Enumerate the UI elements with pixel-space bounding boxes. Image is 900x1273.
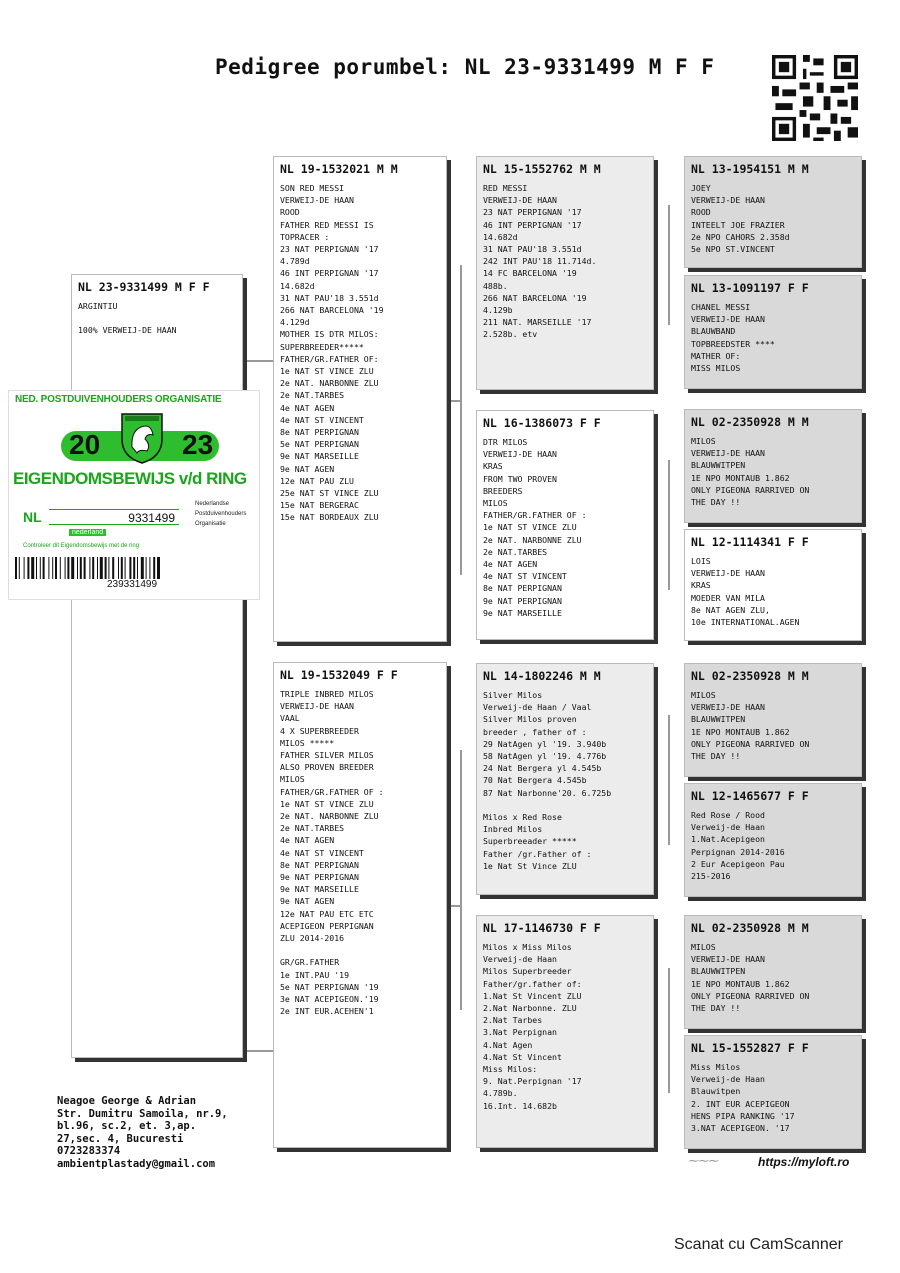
card-line: 3.Nat Perpignan <box>483 1027 557 1038</box>
great-grandparent-card <box>684 529 862 641</box>
card-line: 8e NAT AGEN ZLU, <box>691 604 770 615</box>
address-line: ambientplastady@gmail.com <box>57 1157 216 1170</box>
card-line: 4e NAT ST VINCENT <box>483 571 567 582</box>
card-line: VERWEIJ-DE HAAN <box>691 702 765 713</box>
card-line: 3.NAT ACEPIGEON. '17 <box>691 1123 790 1134</box>
card-line: JOEY <box>691 183 711 193</box>
card-line: 24 Nat Bergera yl 4.545b <box>483 763 602 774</box>
card-line: 25e NAT ST VINCE ZLU <box>280 488 379 499</box>
barcode-bar <box>84 557 86 579</box>
barcode-bar <box>52 557 53 579</box>
card-line: KRAS <box>483 461 503 472</box>
year-right: 23 <box>182 429 214 460</box>
ring-number: NL 02-2350928 M M <box>691 415 809 429</box>
barcode-bar <box>40 557 41 579</box>
card-line: FROM TWO PROVEN <box>483 473 557 484</box>
great-grandparent-card <box>684 275 862 389</box>
great-grandparent-card <box>684 915 862 1029</box>
card-line: 10e INTERNATIONAL.AGEN <box>691 617 800 628</box>
card-lines <box>685 182 861 255</box>
card-line: VERWEIJ-DE HAAN <box>280 701 354 712</box>
card-lines <box>274 688 446 1017</box>
card-line: 9e NAT MARSEILLE <box>280 451 359 462</box>
card-line: 215-2016 <box>691 871 731 882</box>
card-line: ACEPIGEON PERPIGNAN <box>280 920 374 931</box>
barcode-bar <box>149 557 150 579</box>
card-lines <box>274 182 446 524</box>
card-line: 12e NAT PAU ETC ETC <box>280 908 374 919</box>
card-line: 5e NPO ST.VINCENT <box>691 244 775 255</box>
address-line: 0723283374 <box>57 1145 121 1157</box>
card-lines <box>685 435 861 508</box>
owner-address <box>57 1095 228 1170</box>
ring-number: NL 16-1386073 F F <box>483 416 601 430</box>
card-line: GR/GR.FATHER <box>280 957 340 968</box>
card-line: 488b. <box>483 280 508 291</box>
card-line: 8e NAT PERPIGNAN <box>483 583 562 594</box>
card-line: 2.Nat Narbonne. ZLU <box>483 1003 577 1014</box>
card-lines <box>477 941 653 1112</box>
barcode-bar <box>112 557 114 579</box>
card-line: Verweij-de Haan / Vaal <box>483 702 592 713</box>
barcode-bar <box>157 557 160 579</box>
card-line: FATHER SILVER MILOS <box>280 750 374 761</box>
card-line: 31 NAT PAU'18 3.551d <box>483 244 582 255</box>
card-line: 4e NAT ST VINCENT <box>280 847 364 858</box>
connector-line <box>668 715 670 845</box>
card-line: THE DAY !! <box>691 751 741 762</box>
card-line: SON RED MESSI <box>280 183 345 193</box>
barcode-bar <box>146 557 147 579</box>
card-line: Miss Milos: <box>483 1064 538 1075</box>
card-line: 1E NPO MONTAUB 1.862 <box>691 726 790 737</box>
card-line: MILOS ***** <box>280 737 335 748</box>
card-line: 4.Nat St Vincent <box>483 1051 562 1062</box>
card-line: 1e Nat St Vince ZLU <box>483 860 577 871</box>
card-line: 16.Int. 14.682b <box>483 1100 557 1111</box>
card-line: 1e INT.PAU '19 <box>280 969 350 980</box>
card-line: VERWEIJ-DE HAAN <box>483 449 557 460</box>
page-title: Pedigree porumbel: NL 23-9331499 M F F <box>215 55 715 79</box>
card-line: 29 NatAgen yl '19. 3.940b <box>483 738 607 749</box>
card-line: 14 FC BARCELONA '19 <box>483 268 577 279</box>
card-line: Verweij-de Haan <box>691 822 765 833</box>
barcode-bar <box>133 557 135 579</box>
connector-line <box>446 400 462 402</box>
connector-line <box>241 360 273 362</box>
card-line: 70 Nat Bergera 4.545b <box>483 775 587 786</box>
great-grandparent-card <box>684 156 862 268</box>
barcode-bar <box>97 557 98 579</box>
organisation-name: NED. POSTDUIVENHOUDERS ORGANISATIE <box>15 394 222 405</box>
connector-line <box>241 1050 273 1052</box>
card-line: BREEDERS <box>483 485 523 496</box>
card-line: BLAUWBAND <box>691 326 736 337</box>
card-line: CHANEL MESSI <box>691 302 751 312</box>
card-line: 1.Nat St Vincent ZLU <box>483 990 582 1001</box>
card-line: 58 NatAgen yl '19. 4.776b <box>483 751 607 762</box>
card-line <box>477 799 653 811</box>
card-line: 4.129b <box>483 305 513 316</box>
card-line: ALSO PROVEN BREEDER <box>280 762 374 773</box>
card-lines <box>685 809 861 882</box>
ring-number: NL 14-1802246 M M <box>483 669 601 683</box>
card-line: INTEELT JOE FRAZIER <box>691 219 785 230</box>
barcode-bar <box>48 557 49 579</box>
card-line: Miss Milos <box>691 1062 741 1072</box>
card-line: VERWEIJ-DE HAAN <box>280 195 354 206</box>
barcode-bar <box>129 557 131 579</box>
barcode-bar <box>24 557 25 579</box>
barcode-bar <box>92 557 94 579</box>
connector-line <box>460 750 462 1010</box>
ring-number: NL 19-1532049 F F <box>280 668 398 682</box>
ring-number: NL 15-1552762 M M <box>483 162 601 176</box>
card-line: BLAUWWITPEN <box>691 966 746 977</box>
barcode-bar <box>43 557 45 579</box>
card-line: ROOD <box>280 207 300 218</box>
card-line: Blauwitpen <box>691 1086 741 1097</box>
card-line: RED MESSI <box>483 183 528 193</box>
ring-number: NL 12-1465677 F F <box>691 789 809 803</box>
ring-number: NL 02-2350928 M M <box>691 921 809 935</box>
card-line: TRIPLE INBRED MILOS <box>280 689 374 699</box>
card-line: FATHER/GR.FATHER OF: <box>280 353 379 364</box>
card-line: 1.Nat.Acepigeon <box>691 834 765 845</box>
card-line: FATHER RED MESSI IS <box>280 219 374 230</box>
certificate-title: EIGENDOMSBEWIJS v/d RING <box>13 469 247 488</box>
ring-certificate <box>8 390 260 600</box>
granddam-paternal-card <box>476 410 654 640</box>
barcode-bar <box>31 557 34 579</box>
scanner-watermark: Scanat cu CamScanner <box>674 1236 843 1253</box>
card-line: 2 Eur Acepigeon Pau <box>691 858 785 869</box>
card-line: 23 NAT PERPIGNAN '17 <box>483 207 582 218</box>
card-line: 23 NAT PERPIGNAN '17 <box>280 244 379 255</box>
barcode-bar <box>125 557 126 579</box>
card-line: 2.528b. etv <box>483 329 538 340</box>
card-line <box>72 312 242 324</box>
card-line: 4.789d <box>280 256 310 267</box>
card-line: 2e NAT. NARBONNE ZLU <box>280 378 379 389</box>
card-line: 4e NAT AGEN <box>280 835 335 846</box>
connector-line <box>668 968 670 1093</box>
barcode-number: 239331499 <box>107 579 158 590</box>
card-line: Verweij-de Haan <box>691 1074 765 1085</box>
card-line: 4.789b. <box>483 1088 518 1099</box>
great-grandparent-card <box>684 783 862 897</box>
card-lines <box>685 301 861 374</box>
card-line: Milos x Miss Milos <box>483 942 572 952</box>
barcode-bar <box>27 557 29 579</box>
npo-logo-text: Nederlandse Postduivenhouders Organisatie <box>195 501 247 527</box>
card-line: 87 Nat Narbonne'20. 6.725b <box>483 787 612 798</box>
barcode-bar <box>65 557 66 579</box>
card-line: 9e NAT AGEN <box>280 896 335 907</box>
card-line: 9. Nat.Perpignan '17 <box>483 1076 582 1087</box>
card-line: 2e INT EUR.ACEHEN'1 <box>280 1006 374 1017</box>
address-line: 27,sec. 4, Bucuresti <box>57 1132 184 1145</box>
granddam-maternal-card <box>476 915 654 1148</box>
card-line: BLAUWWITPEN <box>691 714 746 725</box>
card-line: 1e NAT ST VINCE ZLU <box>280 798 374 809</box>
card-line: 2e NAT.TARBES <box>280 823 345 834</box>
card-line: 8e NAT PERPIGNAN <box>280 859 359 870</box>
card-line: Milos x Red Rose <box>483 812 562 823</box>
card-line: 9e NAT PERPIGNAN <box>483 595 562 606</box>
card-line: 4.129d <box>280 317 310 328</box>
card-line: DTR MILOS <box>483 437 528 447</box>
card-line: breeder , father of : <box>483 726 587 737</box>
card-line: ONLY PIGEONA RARRIVED ON <box>691 738 810 749</box>
card-line: 100% VERWEIJ-DE HAAN <box>78 325 177 336</box>
barcode-bar <box>89 557 90 579</box>
card-line: KRAS <box>691 580 711 591</box>
card-lines <box>685 941 861 1014</box>
ring-number: NL 19-1532021 M M <box>280 162 398 176</box>
card-line: 1E NPO MONTAUB 1.862 <box>691 472 790 483</box>
card-line: 46 INT PERPIGNAN '17 <box>280 268 379 279</box>
card-line: 2e NAT.TARBES <box>483 546 548 557</box>
card-lines <box>685 689 861 762</box>
great-grandparent-card <box>684 1035 862 1149</box>
card-line: 2. INT EUR ACEPIGEON <box>691 1098 790 1109</box>
check-text: Controleer dit Eigendomsbewijs met de ring <box>23 543 140 549</box>
barcode-bar <box>141 557 144 579</box>
card-line: Father/gr.father of: <box>483 978 582 989</box>
card-line: ONLY PIGEONA RARRIVED ON <box>691 990 810 1001</box>
card-line: VERWEIJ-DE HAAN <box>691 448 765 459</box>
card-line: 211 NAT. MARSEILLE '17 <box>483 317 592 328</box>
card-line: 9e NAT PERPIGNAN <box>280 872 359 883</box>
address-line: Neagoe George & Adrian <box>57 1095 197 1107</box>
card-line: 266 NAT BARCELONA '19 <box>280 305 384 316</box>
ring-number: NL 12-1114341 F F <box>691 535 809 549</box>
signature-icon: ⁓⁓⁓ <box>688 1156 718 1167</box>
barcode-bar <box>19 557 20 579</box>
ring-number: NL 17-1146730 F F <box>483 921 601 935</box>
card-line: 4.Nat Agen <box>483 1039 533 1050</box>
connector-line <box>668 205 670 325</box>
card-line: 9e NAT MARSEILLE <box>483 607 562 618</box>
card-lines <box>685 555 861 628</box>
lion-crest-icon <box>117 409 167 464</box>
card-line: Red Rose / Rood <box>691 810 765 820</box>
card-line: VERWEIJ-DE HAAN <box>691 314 765 325</box>
card-line: 31 NAT PAU'18 3.551d <box>280 292 379 303</box>
qr-code-icon <box>772 55 858 141</box>
card-line: Father /gr.Father of : <box>483 848 592 859</box>
card-line: 2e NAT. NARBONNE ZLU <box>280 811 379 822</box>
card-line: ARGINTIU <box>78 301 118 311</box>
card-line: FATHER/GR.FATHER OF : <box>483 510 587 521</box>
card-line: MILOS <box>691 942 716 952</box>
card-line: MILOS <box>280 774 305 785</box>
card-line: 9e NAT AGEN <box>280 463 335 474</box>
card-line: THE DAY !! <box>691 1003 741 1014</box>
card-line: VERWEIJ-DE HAAN <box>691 954 765 965</box>
card-line: 2e NAT.TARBES <box>280 390 345 401</box>
ring-number: NL 02-2350928 M M <box>691 669 809 683</box>
card-line: TOPBREEDSTER **** <box>691 338 775 349</box>
card-line: SUPERBREEDER***** <box>280 341 364 352</box>
sire-card <box>273 156 447 642</box>
card-line: VAAL <box>280 713 300 724</box>
card-line: 15e NAT BORDEAUX ZLU <box>280 512 379 523</box>
card-line: 2.Nat Tarbes <box>483 1015 543 1026</box>
card-line: 242 INT PAU'18 11.714d. <box>483 256 597 267</box>
grandsire-paternal-card <box>476 156 654 390</box>
ring-number: NL 23-9331499 M F F <box>78 280 210 294</box>
barcode-bar <box>121 557 123 579</box>
card-line: 5e NAT PERPIGNAN <box>280 439 359 450</box>
card-line: 12e NAT PAU ZLU <box>280 475 354 486</box>
barcode-icon <box>13 557 255 579</box>
barcode-bar <box>105 557 107 579</box>
card-line: Verweij-de Haan <box>483 954 557 965</box>
card-lines <box>477 689 653 872</box>
barcode-bar <box>71 557 74 579</box>
myloft-link[interactable]: https://myloft.ro <box>758 1155 850 1169</box>
card-line: VERWEIJ-DE HAAN <box>691 195 765 206</box>
card-line: VERWEIJ-DE HAAN <box>691 568 765 579</box>
barcode-bar <box>153 557 155 579</box>
card-line: FATHER/GR.FATHER OF : <box>280 786 384 797</box>
card-line: MATHER OF: <box>691 350 741 361</box>
barcode-bar <box>108 557 109 579</box>
card-line: MOTHER IS DTR MILOS: <box>280 329 379 340</box>
great-grandparent-card <box>684 663 862 777</box>
card-line: 14.682d <box>483 231 518 242</box>
card-line: 1e NAT ST VINCE ZLU <box>483 522 577 533</box>
card-line: VERWEIJ-DE HAAN <box>483 195 557 206</box>
barcode-bar <box>55 557 57 579</box>
address-line: bl.96, sc.2, et. 3,ap. <box>57 1120 197 1132</box>
card-line: 14.682d <box>280 280 315 291</box>
card-lines <box>685 1061 861 1134</box>
card-line: 4e NAT ST VINCENT <box>280 414 364 425</box>
card-line: MILOS <box>483 498 508 509</box>
grandsire-maternal-card <box>476 663 654 895</box>
country-code: NL <box>23 509 42 525</box>
card-line: LOIS <box>691 556 711 566</box>
card-line: 5e NAT PERPIGNAN '19 <box>280 981 379 992</box>
card-line: Inbred Milos <box>483 824 543 835</box>
card-line: MILOS <box>691 436 716 446</box>
card-line: 4e NAT AGEN <box>280 402 335 413</box>
barcode-bar <box>137 557 138 579</box>
card-line: Milos Superbreeder <box>483 966 572 977</box>
card-lines <box>72 300 242 337</box>
card-line: BLAUWWITPEN <box>691 460 746 471</box>
card-line: 9e NAT MARSEILLE <box>280 884 359 895</box>
card-line: 46 INT PERPIGNAN '17 <box>483 219 582 230</box>
ring-number: NL 13-1091197 F F <box>691 281 809 295</box>
card-line: MOEDER VAN MILA <box>691 592 765 603</box>
card-line: Silver Milos <box>483 690 543 700</box>
card-line: 266 NAT BARCELONA '19 <box>483 292 587 303</box>
barcode-bar <box>80 557 82 579</box>
card-line: TOPRACER : <box>280 231 330 242</box>
card-line: MISS MILOS <box>691 363 741 374</box>
barcode-bar <box>118 557 119 579</box>
barcode-bar <box>60 557 61 579</box>
card-line: Perpignan 2014-2016 <box>691 846 785 857</box>
barcode-bar <box>36 557 37 579</box>
brand-label: nederland <box>69 529 106 536</box>
card-line: 3e NAT ACEPIGEON.'19 <box>280 994 379 1005</box>
ring-number: NL 13-1954151 M M <box>691 162 809 176</box>
card-line: 15e NAT BERGERAC <box>280 500 359 511</box>
barcode-bar <box>67 557 69 579</box>
card-line: THE DAY !! <box>691 497 741 508</box>
connector-line <box>668 460 670 590</box>
barcode-bar <box>100 557 103 579</box>
address-line: Str. Dumitru Samoila, nr.9, <box>57 1107 228 1120</box>
card-line: 2e NPO CAHORS 2.358d <box>691 231 790 242</box>
card-line: 1e NAT ST VINCE ZLU <box>280 366 374 377</box>
ring-number-field: 9331499 <box>49 509 179 525</box>
card-line: Superbreeader ***** <box>483 836 577 847</box>
card-line: HENS PIPA RANKING '17 <box>691 1110 795 1121</box>
ring-number: NL 15-1552827 F F <box>691 1041 809 1055</box>
card-lines <box>477 436 653 619</box>
dam-card <box>273 662 447 1148</box>
card-line: 8e NAT PERPIGNAN <box>280 427 359 438</box>
card-line: Silver Milos proven <box>483 714 577 725</box>
card-line: 4 X SUPERBREEDER <box>280 725 359 736</box>
card-line: 2e NAT. NARBONNE ZLU <box>483 534 582 545</box>
card-line: ONLY PIGEONA RARRIVED ON <box>691 484 810 495</box>
card-line: MILOS <box>691 690 716 700</box>
year-left: 20 <box>69 429 101 460</box>
card-line: 4e NAT AGEN <box>483 559 538 570</box>
card-lines <box>477 182 653 341</box>
connector-line <box>446 905 462 907</box>
card-line: 1E NPO MONTAUB 1.862 <box>691 978 790 989</box>
barcode-bar <box>15 557 17 579</box>
great-grandparent-card <box>684 409 862 523</box>
connector-line <box>460 265 462 575</box>
card-line: ZLU 2014-2016 <box>280 933 345 944</box>
card-line <box>274 944 446 956</box>
card-line: ROOD <box>691 207 711 218</box>
barcode-bar <box>77 557 78 579</box>
